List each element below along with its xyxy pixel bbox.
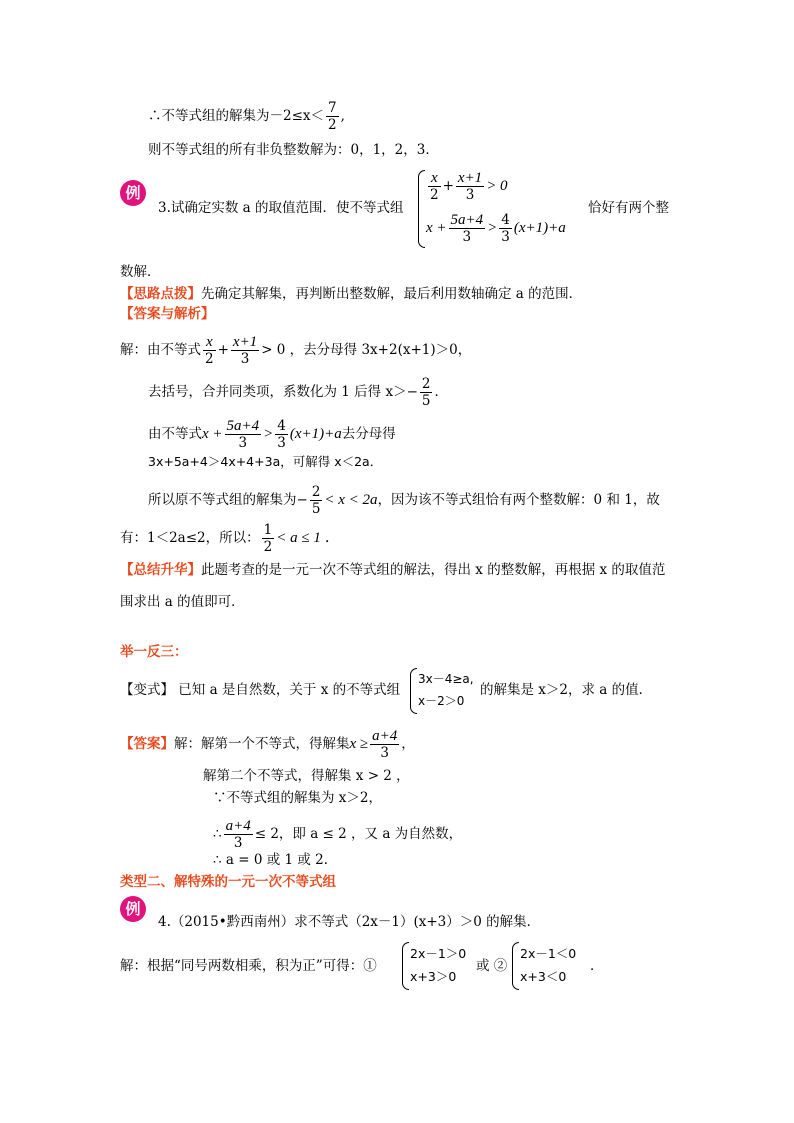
case2-system: 2x－1＜0 x+3＜0: [520, 946, 577, 984]
answer-line-1: 解：由不等式 $\frac{x}{2}$ + $\frac{x+1}{3}$ > 0 ，去分母得 3x+2(x+1)＞0，: [120, 334, 472, 367]
variant-answer-line-1: 【答案】解：解第一个不等式，得解集x ≥ $\frac{a+4}{3}$ ，: [120, 728, 415, 761]
summary-line: 【总结升华】此题考查的是一元一次不等式组的解法，得出 x 的整数解，再根据 x 的取值范: [120, 562, 666, 578]
answer-line-3: 由不等式x + $\frac{5a+4}{3}$ > $\frac{4}{3}$ (x+1)+a去分母得: [148, 418, 396, 451]
answer-line-5: 所以原不等式组的解集为− $\frac{2}{5}$ < x < 2a，因为该不等式组恰有两个整数解：0 和 1，故: [148, 484, 660, 517]
example3-ineq2: x + $\frac{5a+4}{3}$ > $\frac{4}{3}$ (x+1)+a: [426, 212, 566, 245]
example3-text-cont: 数解．: [120, 264, 161, 280]
variant-brace: [410, 668, 417, 714]
case1-system: 2x－1＞0 x+3＞0: [410, 946, 467, 984]
variant-answer-line-5: ∴ a = 0 或 1 或 2．: [213, 852, 338, 868]
integer-solutions-line: 则不等式组的所有非负整数解为：0，1，2，3．: [148, 142, 439, 158]
hint-line: 【思路点拨】先确定其解集，再判断出整数解，最后利用数轴确定 a 的范围．: [120, 286, 583, 302]
answer-label: 【答案与解析】: [120, 306, 215, 322]
variant-post: 的解集是 x＞2，求 a 的值．: [480, 682, 653, 698]
example3-text: 3.试确定实数 a 的取值范围．使不等式组: [158, 200, 404, 216]
answer-line-2: 去括号，合并同类项，系数化为 1 后得 x＞− $\frac{2}{5}$ ．: [148, 376, 448, 409]
solution4-post: ．: [590, 958, 604, 974]
example3-text-after: 恰好有两个整: [588, 200, 669, 216]
variant-answer-line-4: ∴ $\frac{a+4}{3}$ ≤ 2，即 a ≤ 2 ，又 a 为自然数，: [213, 818, 463, 851]
variant-system: 3x－4≥a, x－2＞0: [418, 672, 474, 708]
variant-answer-line-3: ∵不等式组的解集为 x＞2，: [213, 790, 382, 806]
fraction: $\frac{7}{2}$: [328, 100, 337, 133]
example3-ineq1: $\frac{x}{2}$ + $\frac{x+1}{3}$ > 0: [430, 170, 508, 203]
answer-line-6: 有：1＜2a≤2，所以： $\frac{1}{2}$ < a ≤ 1 ．: [120, 522, 340, 555]
answer-line-4: 3x+5a+4＞4x+4+3a，可解得 x＜2a．: [148, 454, 383, 469]
practice-title: 举一反三：: [120, 644, 188, 660]
solution4-line: 解：根据“同号两数相乘，积为正”可得：①: [120, 958, 377, 974]
variant-line: 【变式】 已知 a 是自然数，关于 x 的不等式组: [120, 682, 401, 698]
variant-answer-line-2: 解第二个不等式，得解集 x > 2 ，: [203, 768, 410, 784]
example-badge: 例: [120, 896, 146, 922]
case1-brace: [402, 942, 409, 990]
example4-text: 4.（2015•黔西南州）求不等式（2x－1）(x+3）＞0 的解集．: [158, 914, 541, 930]
example-badge: 例: [120, 180, 146, 206]
system-brace: [418, 170, 425, 248]
summary-line-cont: 围求出 a 的值即可．: [120, 594, 245, 610]
solution4-mid: 或 ②: [476, 958, 508, 974]
solution-set-line: ∴不等式组的解集为－2≤x＜ $\frac{7}{2}$ ,: [148, 100, 345, 133]
case2-brace: [512, 942, 519, 990]
type2-title: 类型二、解特殊的一元一次不等式组: [120, 874, 336, 890]
